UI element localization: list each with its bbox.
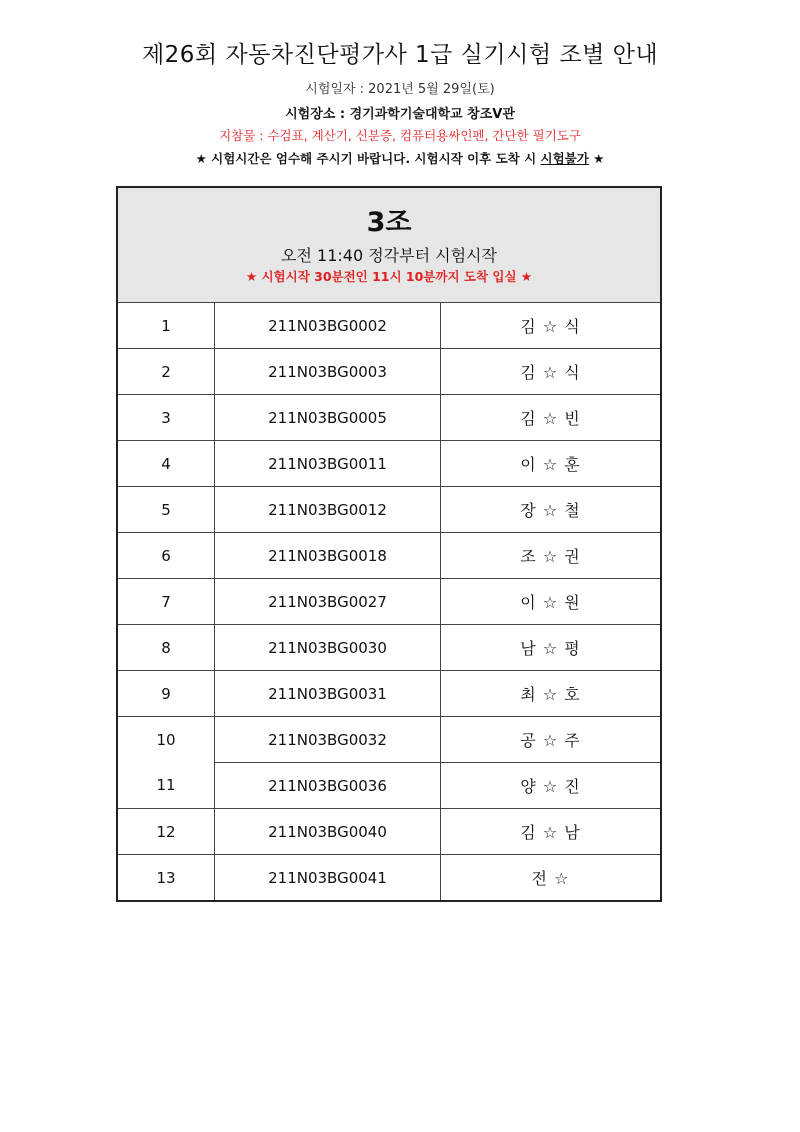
table-row [118, 533, 660, 579]
candidate-name: 김 ☆ 식 [441, 303, 661, 349]
items-to-bring: 지참물 : 수검표, 계산기, 신분증, 컴퓨터용싸인펜, 간단한 필기도구 [219, 128, 581, 143]
candidate-name: 이 ☆ 원 [441, 579, 661, 625]
candidate-name: 최 ☆ 호 [441, 671, 661, 717]
table-row [118, 395, 660, 441]
group-name: 3조 [366, 207, 412, 238]
row-number: 5 [118, 487, 215, 533]
table-row [118, 349, 660, 395]
row-number: 2 [118, 349, 215, 395]
row-number: 9 [118, 671, 215, 717]
candidate-name: 김 ☆ 남 [441, 809, 661, 855]
candidate-name: 전 ☆ [531, 869, 570, 888]
exam-id: 211N03BG0032 [215, 717, 441, 763]
table-row [118, 717, 660, 763]
candidate-name: 김 ☆ 빈 [441, 395, 661, 441]
table-row [118, 625, 660, 671]
table-row [118, 441, 660, 487]
exam-date: 시험일자 : 2021년 5월 29일(토) [305, 82, 495, 97]
exam-id: 211N03BG0011 [215, 441, 441, 487]
row-number: 10 [118, 717, 215, 763]
candidate-name: 장 ☆ 철 [441, 487, 661, 533]
table-row [118, 809, 660, 855]
exam-id: 211N03BG0027 [215, 579, 441, 625]
candidate-name: 조 ☆ 권 [441, 533, 661, 579]
exam-id: 211N03BG0005 [215, 395, 441, 441]
row-number: 13 [118, 855, 215, 901]
table-row [118, 579, 660, 625]
exam-id: 211N03BG0030 [215, 625, 441, 671]
table-row [118, 855, 660, 901]
group-header [118, 188, 660, 303]
exam-id: 211N03BG0018 [215, 533, 441, 579]
group-start-time: 오전 11:40 정각부터 시험시작 [281, 246, 497, 265]
exam-id: 211N03BG0002 [215, 303, 441, 349]
exam-id: 211N03BG0012 [215, 487, 441, 533]
exam-id: 211N03BG0036 [215, 763, 441, 809]
candidate-name: 공 ☆ 주 [441, 717, 661, 763]
group-table [116, 186, 662, 902]
exam-id: 211N03BG0041 [215, 855, 441, 901]
candidate-name: 남 ☆ 평 [441, 625, 661, 671]
row-number: 6 [118, 533, 215, 579]
group-arrival-notice: ★ 시험시작 30분전인 11시 10분까지 도착 입실 ★ [245, 269, 533, 284]
arrival-notice [0, 149, 800, 167]
notice-emphasis: 시험불가 [540, 151, 589, 166]
page-title: 제26회 자동차진단평가사 1급 실기시험 조별 안내 [141, 42, 659, 68]
candidate-name: 이 ☆ 훈 [441, 441, 661, 487]
table-row [118, 763, 660, 809]
exam-id: 211N03BG0003 [215, 349, 441, 395]
row-number: 7 [118, 579, 215, 625]
notice-prefix: ★ 시험시간은 엄수해 주시기 바랍니다. 시험시작 이후 도착 시 [195, 151, 541, 166]
row-number: 11 [118, 763, 215, 809]
row-number: 4 [118, 441, 215, 487]
roster-table [118, 303, 660, 900]
row-number: 3 [118, 395, 215, 441]
exam-place: 시험장소 : 경기과학기술대학교 창조V관 [285, 107, 515, 122]
candidate-name: 양 ☆ 진 [441, 763, 661, 809]
exam-id: 211N03BG0031 [215, 671, 441, 717]
row-number: 12 [118, 809, 215, 855]
candidate-name: 김 ☆ 식 [441, 349, 661, 395]
row-number: 1 [118, 303, 215, 349]
row-number: 8 [118, 625, 215, 671]
table-row [118, 487, 660, 533]
table-row [118, 671, 660, 717]
notice-suffix: ★ [588, 151, 605, 166]
table-row [118, 303, 660, 349]
exam-id: 211N03BG0040 [215, 809, 441, 855]
